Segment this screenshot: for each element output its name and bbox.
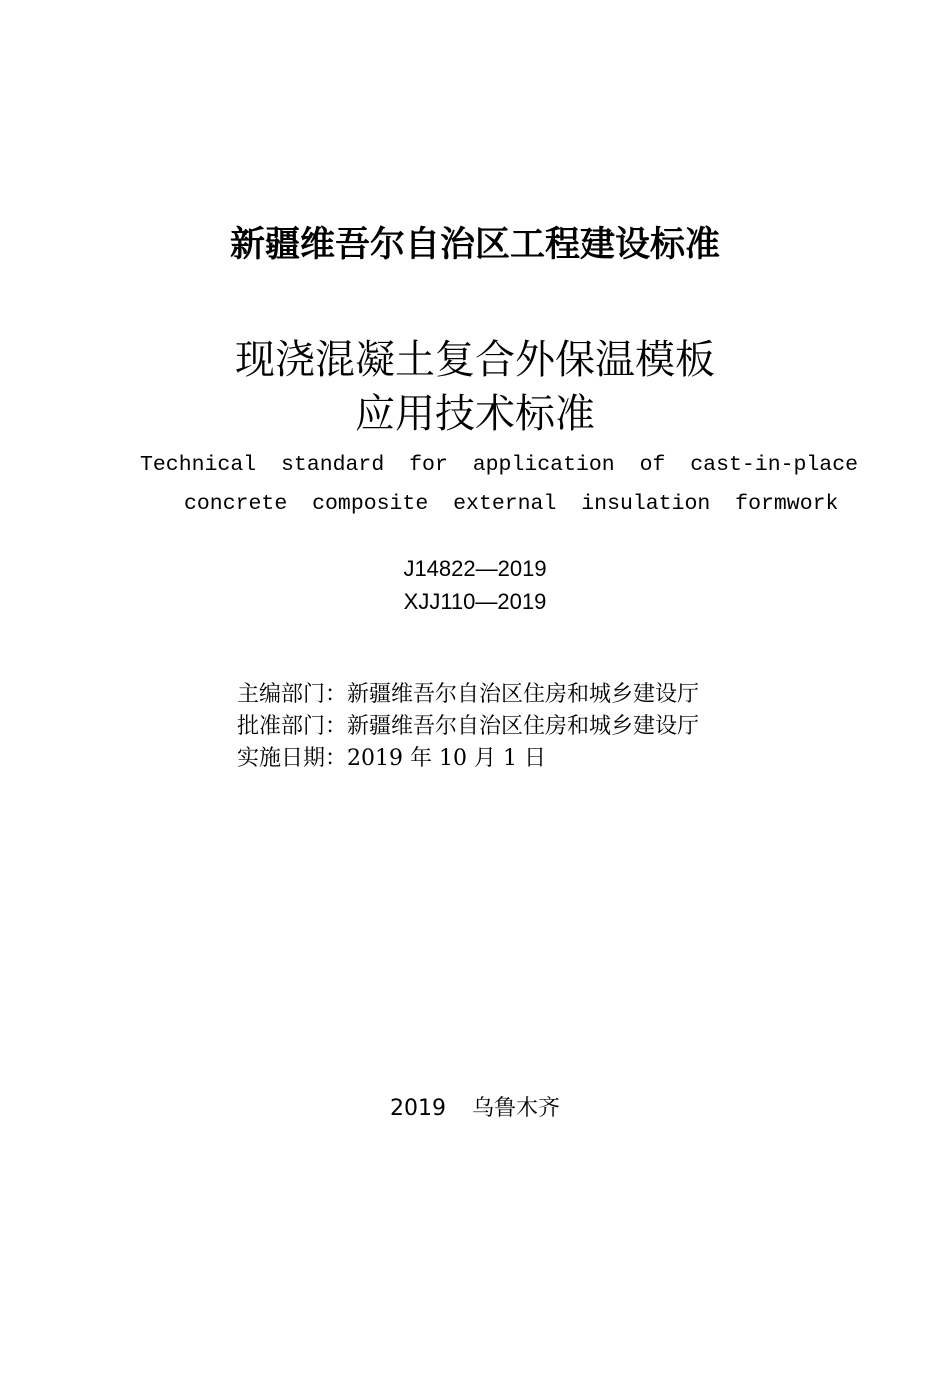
implementation-date-label: 实施日期： [237, 746, 348, 771]
imprint-year: 2019 [389, 1096, 446, 1121]
editor-department-value: 新疆维吾尔自治区住房和城乡建设厅 [347, 682, 700, 707]
implementation-date-row [237, 744, 797, 774]
approval-department-value: 新疆维吾尔自治区住房和城乡建设厅 [347, 714, 700, 739]
english-title-line-1: Technical standard for application of cast-in-place [140, 453, 859, 477]
imprint-city: 乌鲁木齐 [471, 1096, 560, 1121]
english-title-line-2: concrete composite external insulation formwork [184, 492, 839, 516]
standard-number: XJJ110—2019 [403, 589, 547, 614]
editor-department-label: 主编部门： [237, 682, 348, 707]
imprint [0, 1094, 950, 1124]
approval-department-row [237, 712, 797, 742]
series-title: 新疆维吾尔自治区工程建设标准 [229, 225, 720, 265]
document-title-line-2: 应用技术标准 [355, 391, 595, 437]
implementation-date-value: 2019 年 10 月 1 日 [347, 746, 546, 771]
document-title-line-1: 现浇混凝土复合外保温模板 [235, 337, 715, 383]
approval-department-label: 批准部门： [237, 714, 348, 739]
record-number: J14822—2019 [403, 556, 547, 581]
editor-department-row [237, 680, 797, 710]
